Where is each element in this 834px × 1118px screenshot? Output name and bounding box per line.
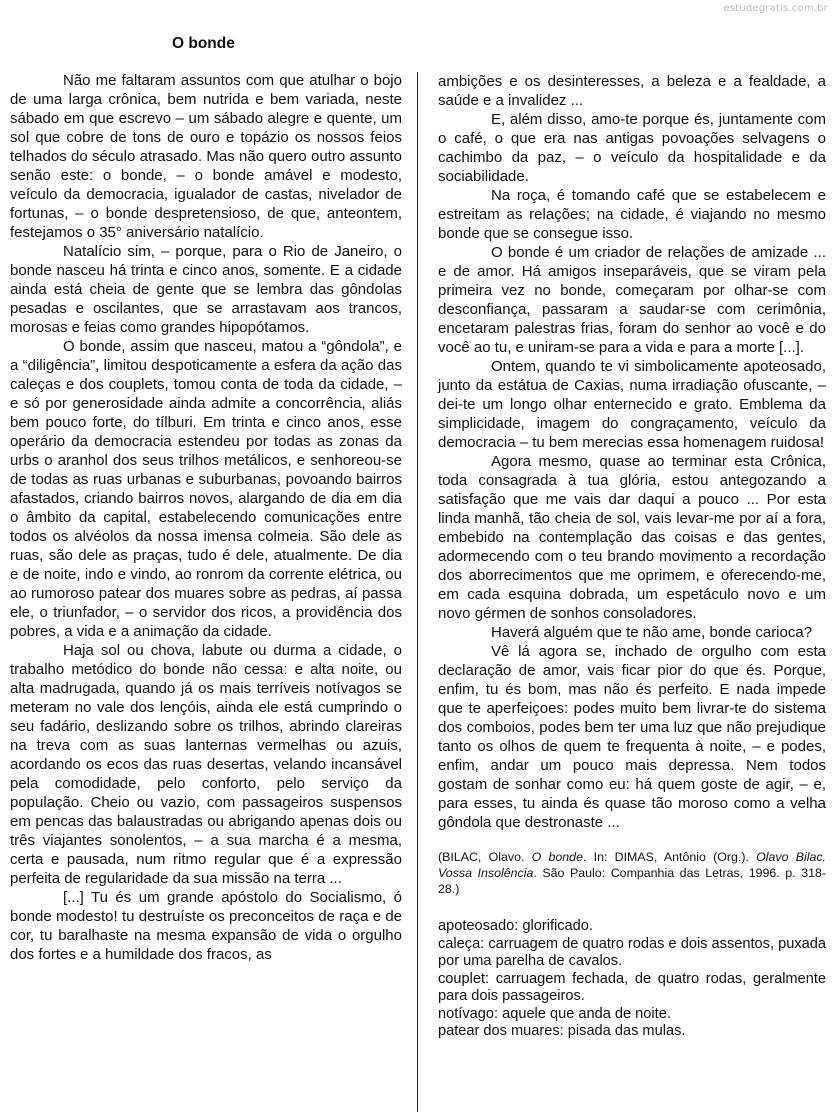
citation-pre: (BILAC, Olavo. xyxy=(438,850,532,864)
glossary-item: couplet: carruagem fechada, de quatro rodas, geralmente para dois passageiros. xyxy=(438,970,826,1004)
paragraph-5-continuation: ambições e os desinteresses, a beleza e a fealdade, a saúde e a invalidez ... xyxy=(438,73,826,109)
paragraph-8: O bonde é um criador de relações de amizade ... e de amor. Há amigos inseparáveis, que se viram pela primeira vez no bonde, começaram por olhar-se com desconfiança, passaram a saudar-se com cerimônia, encetaram palestras frias, foram do senhor ao você e do você ao tu, e uniram-se para a vida e para a morte [...]. xyxy=(438,244,826,356)
glossary-item: apoteosado: glorificado. xyxy=(438,918,593,934)
paragraph-12: Vê lá agora se, inchado de orgulho com esta declaração de amor, vais ficar pior do que és. Porque, enfim, tu és bom, mas não és perfeito. E nada impede que te aperfeiçoes: podes muito bem livrar-te do sistema dos comboios, podes bem ter uma luz que não prejudique tanto os olhos de quem te frequenta à noite, – e podes, enfim, andar um pouco mais depressa. Nem todos gostam de sonhar como eu: há quem goste de agir, – e, para esses, tu ainda és quase tão moroso como a velha gôndola que destronaste ... xyxy=(438,643,826,831)
left-column xyxy=(10,71,402,964)
citation xyxy=(438,849,826,897)
column-divider xyxy=(417,72,418,1112)
paragraph-9: Ontem, quando te vi simbolicamente apoteosado, junto da estátua de Caxias, numa irradiação ofuscante, – dei-te um longo olhar enternecido e grato. Emblema da simplicidade, imagem do congraçamento, veículo da democracia – tu bem merecias essa homenagem ruidosa! xyxy=(438,358,826,451)
text-title: O bonde xyxy=(172,35,235,52)
site-watermark: estudegratis.com.br xyxy=(723,3,828,14)
paragraph-5: [...] Tu és um grande apóstolo do Socialismo, ó bonde modesto! tu destruíste os preconceitos de raça e de cor, tu baralhaste na mesma expansão de vida o orgulho dos fortes e a humildade dos fracos, as xyxy=(10,889,402,963)
citation-mid: . In: DIMAS, Antônio (Org.). xyxy=(582,850,757,864)
citation-work: O bonde xyxy=(531,850,583,864)
paragraph-2: Natalício sim, – porque, para o Rio de Janeiro, o bonde nasceu há trinta e cinco anos, somente. E a cidade ainda está cheia de gente que se lembra das gôndolas pesadas e oscilantes, que se arrastavam aos trancos, morosas e feias como grandes hipopótamos. xyxy=(10,243,402,336)
paragraph-3: O bonde, assim que nasceu, matou a “gôndola”, e a “diligência”, limitou despoticamente a esfera da ação das caleças e dos couplets, tomou conta de toda da cidade, – e só por generosidade ainda admite a concorrência, aliás bem pouco forte, do tílburi. Em trinta e cinco anos, esse operário da democracia estendeu por todas as zonas da urbs o aranhol dos seus trilhos metálicos, e senhoreou-se de todas as ruas urbanas e suburbanas, povoando bairros afastados, criando bairros novos, alargando de dia em dia o âmbito da capital, estabelecendo comunicações entre todos os alvéolos da nossa imensa colmeia. São dele as ruas, são dele as praças, tudo é dele, atualmente. De dia e de noite, indo e vindo, ao ronrom da corrente elétrica, ou ao rumoroso patear dos muares sobre as pedras, aí passa ele, o triunfador, – o servidor dos ricos, a providência dos pobres, a vida e a animação da cidade. xyxy=(10,338,402,640)
glossary-item: notívago: aquele que anda de noite. xyxy=(438,1005,671,1022)
paragraph-11: Haverá alguém que te não ame, bonde carioca? xyxy=(491,624,813,641)
glossary-item: caleça: carruagem de quatro rodas e dois assentos, puxada por uma parelha de cavalos. xyxy=(438,935,826,969)
paragraph-6: E, além disso, amo-te porque és, juntamente com o café, o que era nas antigas povoações selvagens o cachimbo da paz, – o veículo da hospitalidade e da sociabilidade. xyxy=(438,111,826,185)
right-column xyxy=(438,72,826,1041)
glossary xyxy=(438,918,826,1041)
paragraph-4: Haja sol ou chova, labute ou durma a cidade, o trabalho metódico do bonde não cessa: e alta noite, ou alta madrugada, quando já os mais terríveis notívagos se meteram no vale dos lençóis, ainda ele está cumprindo o seu fadário, deslizando sobre os trilhos, abrindo clareiras na treva com as suas lanternas vermelhas ou azuis, acordando os ecos das ruas desertas, velando incansável pela comodidade, pelo conforto, pelo serviço da população. Cheio ou vazio, com passageiros suspensos em pencas das balaustradas ou abrigando apenas dois ou três viajantes sonolentos, – a sua marcha é a mesma, certa e pausada, num ritmo regular que é a expressão perfeita de regularidade da sua missão na terra ... xyxy=(10,642,402,887)
paragraph-1: Não me faltaram assuntos com que atulhar o bojo de uma larga crônica, bem nutrida e bem variada, neste sábado em que escrevo – um sábado alegre e quente, um sol que cobre de tons de ouro e topázio os nossos feios telhados do século atrasado. Mas não quero outro assunto senão este: o bonde, – o bonde amável e modesto, veículo da democracia, igualador de castas, nivelador de fortunas, – o bonde despretensioso, de que, anteontem, festejamos o 35° aniversário natalício. xyxy=(10,72,402,241)
paragraph-7: Na roça, é tomando café que se estabelecem e estreitam as relações; na cidade, é viajando no mesmo bonde que se consegue isso. xyxy=(438,187,826,242)
paragraph-10: Agora mesmo, quase ao terminar esta Crônica, toda consagrada à tua glória, estou antegozando a satisfação que me vais dar daqui a pouco ... Por esta linda manhã, tão cheia de sol, vais levar-me por aí a fora, embebido na contemplação das coisas e das gentes, adormecendo com o teu brando movimento a recordação dos aborrecimentos que me oprimem, e oferecendo-me, em cada esquina dobrada, um espetáculo novo e um novo gérmen de sonhos consoladores. xyxy=(438,453,826,622)
glossary-item: patear dos muares: pisada das mulas. xyxy=(438,1023,686,1039)
citation-post: . São Paulo: Companhia das Letras, 1996. p. 318-28.) xyxy=(438,866,826,896)
citation-book: Olavo Bilac. Vossa Insolência xyxy=(438,850,826,880)
